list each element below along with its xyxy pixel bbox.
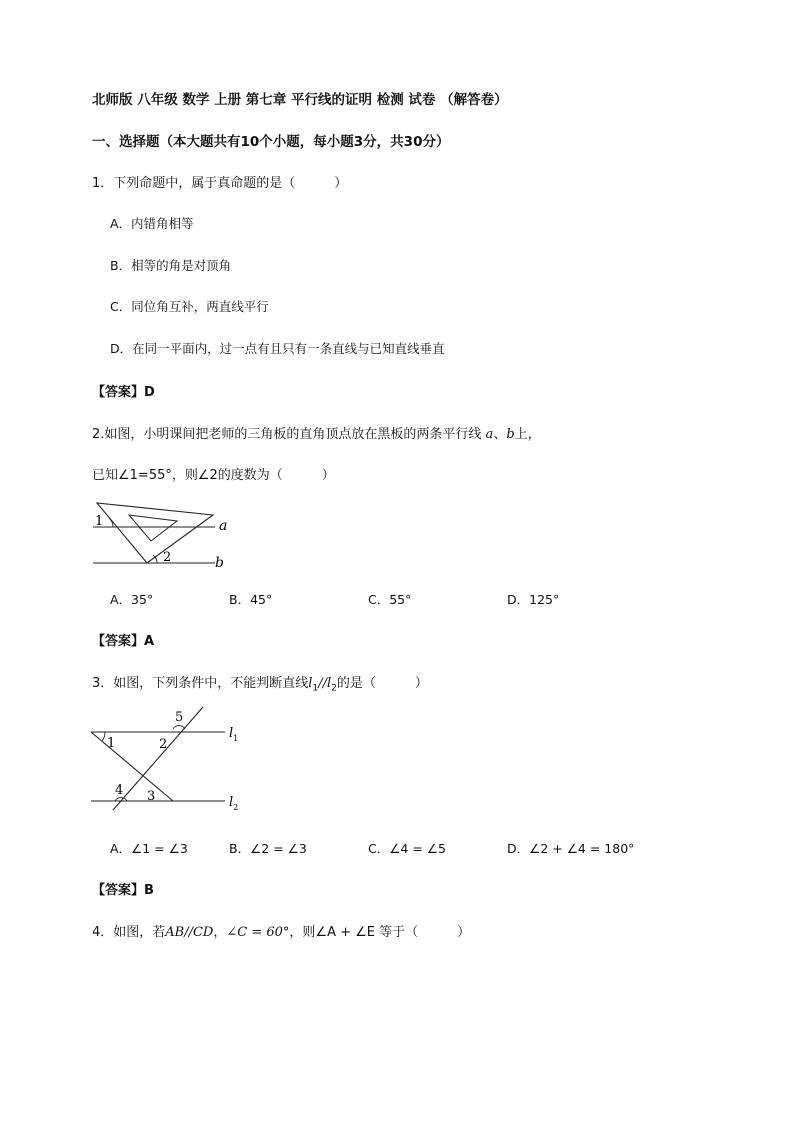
l2-sub: 2 (233, 803, 239, 812)
question-4-stem-end: ，则∠A + ∠E 等于（ ） (289, 925, 471, 940)
triangle-ruler-outer (97, 503, 213, 563)
question-2-stem-line2: 已知∠1=55°，则∠2的度数为（ ） (92, 468, 335, 483)
line-a-label: a (485, 427, 494, 442)
question-3-answer: 【答案】B (92, 883, 154, 898)
transversal-2 (113, 707, 203, 810)
l1-sub: 1 (233, 734, 239, 743)
section-heading: 一、选择题（本大题共有10个小题，每小题3分，共30分） (92, 134, 450, 150)
question-4-comma: ， (213, 925, 227, 940)
question-3-stem (92, 672, 428, 694)
question-1-option-a: A．内错角相等 (110, 216, 194, 231)
question-4-stem (92, 921, 470, 940)
figure-label-4: 4 (115, 783, 124, 798)
question-2-stem-end: 上， (514, 427, 541, 442)
l1-letter: l (229, 726, 234, 741)
parallel-symbol: // (318, 676, 327, 691)
l2-subscript: 2 (331, 683, 337, 694)
question-2-option-a: A．35° (110, 592, 154, 607)
question-1-answer: 【答案】D (92, 385, 155, 400)
figure-label-l2 (229, 795, 238, 812)
question-3-option-c: C．∠4 = ∠5 (368, 841, 446, 856)
question-2-option-d: D．125° (507, 592, 560, 607)
question-3-stem-text: 3．如图，下列条件中，不能判断直线 (92, 676, 309, 691)
question-4-stem-text: 4．如图，若 (92, 925, 166, 940)
question-2-stem-line1 (92, 423, 541, 442)
question-3-option-a: A．∠1 = ∠3 (110, 841, 188, 856)
question-1-option-d: D．在同一平面内，过一点有且只有一条直线与已知直线垂直 (110, 341, 445, 356)
figure-label-l1 (229, 726, 238, 743)
question-3-option-d: D．∠2 + ∠4 = 180° (507, 841, 635, 856)
question-3-option-b: B．∠2 = ∠3 (229, 841, 307, 856)
document-title: 北师版 八年级 数学 上册 第七章 平行线的证明 检测 试卷 （解答卷） (92, 92, 508, 108)
figure-label-3: 3 (147, 789, 156, 804)
question-2-option-b: B．45° (229, 592, 273, 607)
question-2-separator: 、 (493, 427, 507, 442)
question-4-condition-1: AB//CD (165, 925, 214, 940)
question-2-figure (85, 495, 235, 575)
figure-label-2: 2 (159, 737, 168, 752)
question-1-option-c: C．同位角互补，两直线平行 (110, 299, 269, 314)
question-1-option-b: B．相等的角是对顶角 (110, 258, 232, 273)
figure-label-2: 2 (163, 550, 172, 565)
question-2-option-c: C．55° (368, 592, 412, 607)
figure-label-b: b (215, 555, 224, 571)
question-4-condition-2: ∠C = 60° (226, 925, 290, 940)
line-b-label: b (506, 427, 515, 442)
figure-label-a: a (219, 518, 228, 534)
figure-label-1: 1 (95, 514, 104, 529)
triangle-ruler-inner (129, 515, 177, 541)
l1-label: l (308, 676, 313, 691)
question-2-stem-text: 2.如图，小明课间把老师的三角板的直角顶点放在黑板的两条平行线 (92, 427, 482, 442)
question-3-stem-end: 的是（ ） (336, 676, 428, 691)
question-1-stem: 1．下列命题中，属于真命题的是（ ） (92, 176, 348, 191)
l2-letter: l (229, 795, 234, 810)
question-3-figure (85, 705, 245, 815)
angle-5-arc (173, 726, 185, 729)
figure-label-5: 5 (175, 710, 184, 725)
l2-label: l (326, 676, 332, 691)
question-2-answer: 【答案】A (92, 634, 155, 649)
figure-label-1: 1 (107, 736, 116, 751)
angle-1-arc (102, 732, 105, 741)
l1-subscript: 1 (312, 683, 319, 694)
